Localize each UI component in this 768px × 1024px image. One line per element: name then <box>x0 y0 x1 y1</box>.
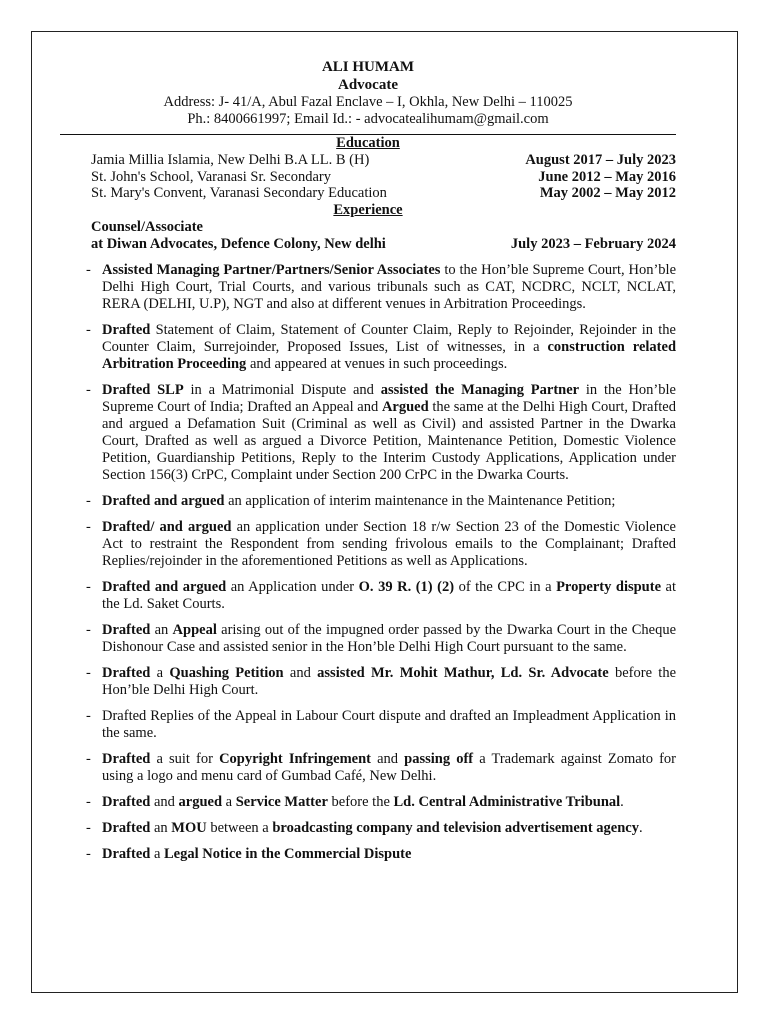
bullet-text: . <box>620 793 624 810</box>
experience-bullet <box>60 579 676 613</box>
firm-name: at Diwan Advocates, Defence Colony, New delhi <box>91 235 386 252</box>
education-date: June 2012 – May 2016 <box>538 168 676 185</box>
bullet-bold-text: Drafted SLP <box>102 381 184 398</box>
bullet-text: and <box>150 793 179 810</box>
experience-bullet <box>60 622 676 656</box>
bullet-bold-text: Drafted <box>102 621 151 638</box>
experience-bullet <box>60 820 676 837</box>
bullet-dash: - <box>86 621 91 638</box>
bullet-bold-text: Drafted <box>102 819 151 836</box>
bullet-text: the same at the Delhi High Court, Drafted and argued a Defamation Suit (Criminal as well as Civil) and assisted Partner in the Dwarka Court, Drafted as well as argued a Divorce Petition, Maintenance Petition, Domestic Violence Petition, Guardianship Petitions, Reply to the Interim Custody Applications, Application under Section 156(3) CrPC, Complaint under Section 200 CrPC in the Dwarka Courts. <box>102 398 676 483</box>
bullet-text: a Trademark against Zomato for using a logo and menu card of Gumbad Café, New Delhi. <box>102 750 676 784</box>
bullet-text: at the Ld. Saket Courts. <box>102 578 676 612</box>
bullet-text: to the Hon’ble Supreme Court, Hon’ble Delhi High Court, Trial Courts, and various tribunals such as CAT, NCDRC, NCLT, NCLAT, RERA (DELHI, U.P), NGT and also at different venues in Arbitration Proceedings. <box>102 261 676 312</box>
bullet-text: and appeared at venues in such proceedings. <box>246 355 508 372</box>
bullet-bold-text: Ld. Central Administrative Tribunal <box>393 793 621 810</box>
education-heading: Education <box>336 135 400 151</box>
experience-position <box>60 219 676 236</box>
bullet-dash: - <box>86 518 91 535</box>
bullet-dash: - <box>86 664 91 681</box>
bullet-dash: - <box>86 793 91 810</box>
bullet-bold-text: Service Matter <box>235 793 328 810</box>
bullet-bold-text: Drafted <box>102 845 151 862</box>
bullet-bold-text: Legal Notice in the Commercial Dispute <box>164 845 412 862</box>
education-institution: Jamia Millia Islamia, New Delhi B.A LL. B (H) <box>91 152 370 168</box>
education-institution: St. John's School, Varanasi Sr. Secondary <box>91 168 331 185</box>
bullet-text: a <box>150 664 170 681</box>
contact-line: Ph.: 8400661997; Email Id.: - advocatealihumam@gmail.com <box>187 111 549 127</box>
experience-firm-row <box>60 236 676 253</box>
bullet-dash: - <box>86 707 91 724</box>
bullet-bold-text: Drafted and argued <box>102 492 225 509</box>
bullet-bold-text: Drafted <box>102 750 151 767</box>
bullet-dash: - <box>86 381 91 398</box>
bullet-bold-text: assisted Mr. Mohit Mathur, Ld. Sr. Advocate <box>317 664 609 681</box>
bullet-bold-text: Drafted <box>102 793 151 810</box>
bullet-bold-text: assisted the Managing Partner <box>380 381 580 398</box>
bullet-dash: - <box>86 750 91 767</box>
bullet-text: Drafted Replies of the Appeal in Labour Court dispute and drafted an Impleadment Application in the same. <box>102 707 676 741</box>
education-institution: St. Mary's Convent, Varanasi Secondary Education <box>91 185 387 201</box>
bullet-text: in a Matrimonial Dispute and <box>183 381 381 398</box>
experience-bullets <box>60 262 676 863</box>
bullet-text: a <box>150 845 165 862</box>
bullet-text: . <box>638 819 643 836</box>
experience-bullet <box>60 794 676 811</box>
bullet-bold-text: Copyright Infringement <box>219 750 371 767</box>
bullet-dash: - <box>86 492 91 509</box>
experience-bullet <box>60 519 676 570</box>
bullet-text: an application under Section 18 r/w Section 23 of the Domestic Violence Act to restraint the Respondent from sending frivolous emails to the Complainant; Drafted Replies/rejoinder in the aforementioned Petitions as well as Applications. <box>102 518 676 569</box>
bullet-dash: - <box>86 261 91 278</box>
bullet-text: in the Hon’ble Supreme Court of India; Drafted an Appeal and <box>102 381 676 415</box>
bullet-bold-text: construction related Arbitration Proceeding <box>102 338 677 372</box>
bullet-bold-text: Argued <box>381 398 429 415</box>
experience-bullet <box>60 262 676 313</box>
bullet-bold-text: O. 39 R. (1) (2) <box>358 578 455 595</box>
education-row <box>60 169 676 186</box>
bullet-bold-text: broadcasting company and television advertisement agency <box>272 819 639 836</box>
experience-period: July 2023 – February 2024 <box>510 235 676 252</box>
bullet-bold-text: Drafted <box>102 664 151 681</box>
bullet-bold-text: Assisted Managing Partner/Partners/Senior Associates <box>102 261 441 278</box>
bullet-text: before the Hon’ble Delhi High Court. <box>102 664 677 698</box>
experience-bullet <box>60 846 676 863</box>
bullet-dash: - <box>86 578 91 595</box>
education-list <box>60 152 676 202</box>
bullet-text: and <box>370 750 405 767</box>
experience-bullet <box>60 382 676 484</box>
bullet-text: an <box>150 819 172 836</box>
bullet-text: Statement of Claim, Statement of Counter Claim, Reply to Rejoinder, Rejoinder in the Counter Claim, Surrejoinder, Proposed Issues, List of witnesses, in a <box>102 321 676 355</box>
experience-bullet <box>60 751 676 785</box>
position-title: Counsel/Associate <box>91 218 203 235</box>
bullet-dash: - <box>86 845 91 862</box>
experience-bullet <box>60 708 676 742</box>
candidate-name: ALI HUMAM <box>321 59 415 75</box>
bullet-bold-text: Appeal <box>172 621 217 638</box>
bullet-text: of the CPC in a <box>454 578 557 595</box>
education-row <box>60 185 676 202</box>
experience-bullet <box>60 493 676 510</box>
bullet-bold-text: passing off <box>404 750 474 767</box>
bullet-bold-text: argued <box>178 793 223 810</box>
bullet-bold-text: Drafted <box>102 321 151 338</box>
bullet-text: arising out of the impugned order passed by the Dwarka Court in the Cheque Dishonour Case and assisted senior in the Hon’ble Delhi High Court pursuant to the same. <box>102 621 677 655</box>
bullet-text: and <box>283 664 318 681</box>
bullet-text: an Application under <box>226 578 359 595</box>
bullet-text: an application of interim maintenance in the Maintenance Petition; <box>224 492 616 509</box>
bullet-text: between a <box>206 819 273 836</box>
experience-heading: Experience <box>333 201 403 218</box>
education-date: May 2002 – May 2012 <box>539 185 676 201</box>
education-row <box>60 152 676 169</box>
address-line: Address: J- 41/A, Abul Fazal Enclave – I, Okhla, New Delhi – 110025 <box>163 94 573 110</box>
bullet-bold-text: MOU <box>171 819 207 836</box>
bullet-bold-text: Quashing Petition <box>169 664 284 681</box>
bullet-text: an <box>150 621 173 638</box>
bullet-text: a suit for <box>150 750 220 767</box>
education-date: August 2017 – July 2023 <box>525 152 676 168</box>
bullet-dash: - <box>86 819 91 836</box>
bullet-bold-text: Drafted/ and argued <box>102 518 232 535</box>
bullet-text: before the <box>327 793 394 810</box>
bullet-bold-text: Property dispute <box>556 578 662 595</box>
bullet-dash: - <box>86 321 91 338</box>
experience-bullet <box>60 665 676 699</box>
resume-document <box>60 59 676 872</box>
experience-bullet <box>60 322 676 373</box>
bullet-text: a <box>222 793 236 810</box>
bullet-bold-text: Drafted and argued <box>102 578 227 595</box>
candidate-role: Advocate <box>338 77 398 93</box>
